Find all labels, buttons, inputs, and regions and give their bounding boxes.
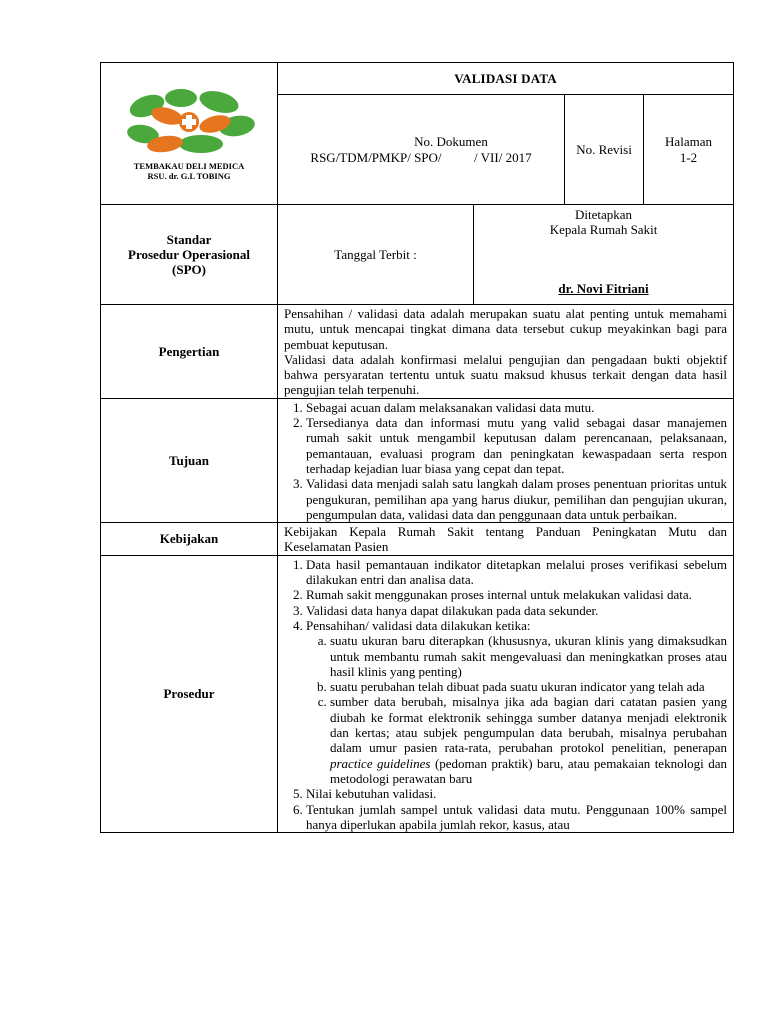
sub-item-c-text-end: (pedoman praktik) baru, atau pemakaian teknologi dan metodologi perawatan baru [330,755,728,786]
tujuan-label: Tujuan [101,398,278,522]
list-item [306,618,727,786]
kebijakan-label: Kebijakan [101,523,278,556]
sub-list-item [330,694,727,786]
prosedur-item-4-text: Pensahihan/ validasi data dilakukan ketika: [306,617,531,633]
pengertian-paragraph-2: Validasi data adalah konfirmasi melalui pengujian dan pengadaan bukti objektif bahwa persyaratan tertentu untuk suatu maksud khusus terkait dengan data hasil pengujian telah terpenuhi. [284,351,728,398]
tujuan-content [278,398,734,522]
approver-title: Kepala Rumah Sakit [549,222,658,238]
prosedur-content [278,555,734,832]
pengertian-content [278,305,734,399]
standard-line-1: Standar [166,231,212,247]
pengertian-paragraph-1: Pensahihan / validasi data adalah merupakan suatu alat penting untuk memahami mutu, untuk mencapai tingkat dimana data tersebut cukup meyakinkan bagi para pembuat keputusan. [284,306,728,352]
sub-list-item: a. suatu ukuran baru diterapkan (khususnya, ukuran klinis yang dimaksudkan untuk membantu rumah sakit mengevaluasi dan meningkatkan proses atau hasil klinis yang penting) [330,633,727,679]
tujuan-list [284,400,727,522]
logo-cell [101,63,278,205]
pengertian-label: Pengertian [101,305,278,399]
prosedur-sublist [306,633,727,786]
issue-date-label: Tanggal Terbit : [278,205,474,305]
standard-line-2: Prosedur Operasional [128,246,250,262]
list-item: 1. Data hasil pemantauan indikator ditetapkan melalui proses verifikasi sebelum dilakukan entri dan analisa data. [306,557,727,588]
approver-name: dr. Novi Fitriani [558,281,649,296]
list-item: 3. Validasi data menjadi salah satu langkah dalam proses penentuan prioritas untuk pengukuran, pemilihan apa yang harus diukur, pemilihan dan pengujian ukuran, pengumpulan data, validasi data dan penggunaan data untuk perbaikan. [306,476,727,522]
approved-label: Ditetapkan [574,207,633,222]
list-item: 6. Tentukan jumlah sampel untuk validasi data mutu. Penggunaan 100% sampel hanya diperlukan apabila jumlah rekor, kasus, atau [306,802,727,833]
org-name: TEMBAKAU DELI MEDICA [133,161,245,172]
list-item: 3. Validasi data hanya dapat dilakukan pada data sekunder. [306,603,727,618]
kebijakan-content: Kebijakan Kepala Rumah Sakit tentang Panduan Peningkatan Mutu dan Keselamatan Pasien [278,523,734,556]
document-title: VALIDASI DATA [278,63,734,95]
prosedur-list [284,557,727,832]
spo-document [100,62,733,833]
doc-number-value: RSG/TDM/PMKP/ SPO/ / VII/ 2017 [310,149,532,165]
list-item: 1. Sebagai acuan dalam melaksanakan validasi data mutu. [306,400,727,415]
spo-table [100,62,734,833]
page-cell [644,95,734,205]
list-item: 5. Nilai kebutuhan validasi. [306,786,727,801]
hospital-logo-icon [119,86,259,156]
revision-label: No. Revisi [565,95,644,205]
sub-list-item: b. suatu perubahan telah dibuat pada suatu ukuran indicator yang telah ada [330,679,727,694]
list-item: 2. Rumah sakit menggunakan proses internal untuk melakukan validasi data. [306,587,727,602]
org-hospital: RSU. dr. G.L TOBING [147,171,231,182]
prosedur-label: Prosedur [101,555,278,832]
page-value: 1-2 [679,149,698,165]
list-item: 2. Tersedianya data dan informasi mutu yang valid sebagai dasar manajemen rumah sakit untuk mengambil keputusan dalam perencanaan, pelaksanaan, pemantauan, evaluasi program dan peningkatan kewaspadaan serta respon terhadap kejadian luar biasa yang cepat dan tepat. [306,415,727,476]
sub-item-c-text: sumber data berubah, misalnya jika ada bagian dari catatan pasien yang diubah ke format elektronik sehingga sumber datanya menjadi elektronik dan kertas; atau subjek pengumpulan data berubah, misalnya perubahan dalam umur pasien rata-rata, perubahan protokol penelitian, penerapan [330,694,728,756]
approval-cell [474,205,734,305]
standard-label [101,205,278,305]
doc-number-cell [278,95,565,205]
page-label: Halaman [665,134,712,150]
sub-item-c-italic: practice guidelines [330,755,431,771]
doc-number-label: No. Dokumen [414,134,488,150]
standard-line-3: (SPO) [172,262,206,278]
